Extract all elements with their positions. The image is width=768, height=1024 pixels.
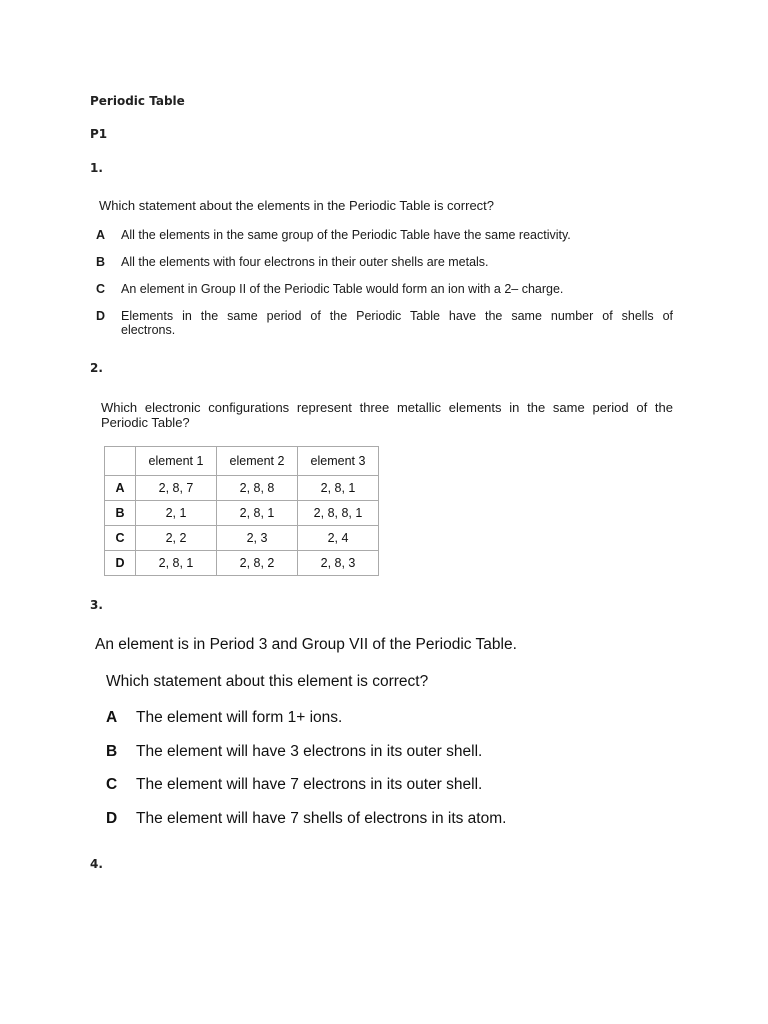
option-letter: B (96, 255, 106, 269)
paper-code: P1 (90, 127, 108, 141)
option-letter: B (106, 743, 118, 760)
configuration-table (104, 446, 379, 576)
table-row (105, 501, 379, 526)
row-label: D (105, 551, 136, 576)
question-1-option-b (96, 255, 686, 269)
table-cell: 2, 8, 3 (298, 551, 379, 576)
question-4-number: 4. (90, 857, 103, 871)
question-3-number: 3. (90, 598, 103, 612)
option-letter: A (96, 228, 106, 242)
option-letter: D (96, 309, 106, 323)
column-header: element 1 (136, 447, 217, 476)
question-2-stem-line-2: Periodic Table? (101, 415, 190, 430)
question-1-stem: Which statement about the elements in the Periodic Table is correct? (99, 198, 495, 213)
question-2-stem-line-1: Which electronic configurations represent three metallic elements in the same period of the (101, 400, 673, 415)
option-letter: C (106, 776, 118, 793)
question-1-number: 1. (90, 161, 103, 175)
table-cell: 2, 8, 1 (298, 476, 379, 501)
table-header-row (105, 447, 379, 476)
table-cell: 2, 8, 8 (217, 476, 298, 501)
option-text: An element in Group II of the Periodic Table would form an ion with a 2– charge. (121, 282, 564, 296)
question-1-option-a (96, 228, 686, 242)
table-cell: 2, 2 (136, 526, 217, 551)
question-3-option-a (106, 709, 342, 727)
table-row (105, 476, 379, 501)
table-cell: 2, 1 (136, 501, 217, 526)
question-3-intro: An element is in Period 3 and Group VII of the Periodic Table. (95, 636, 517, 653)
table-cell: 2, 4 (298, 526, 379, 551)
option-text: The element will form 1+ ions. (136, 709, 343, 726)
option-letter: A (106, 709, 118, 726)
row-label: C (105, 526, 136, 551)
question-2-stem (101, 400, 673, 430)
question-3-option-c (106, 776, 482, 794)
option-text-line-2: electrons. (121, 323, 176, 337)
question-1-option-d (96, 309, 673, 337)
table-cell: 2, 8, 1 (217, 501, 298, 526)
table-cell: 2, 8, 8, 1 (298, 501, 379, 526)
option-letter: D (106, 810, 118, 827)
table-row (105, 551, 379, 576)
question-1-option-c (96, 282, 686, 296)
option-text: The element will have 7 electrons in its outer shell. (136, 776, 483, 793)
question-2-number: 2. (90, 361, 103, 375)
table-row (105, 526, 379, 551)
table-cell: 2, 8, 7 (136, 476, 217, 501)
column-header: element 2 (217, 447, 298, 476)
option-text: The element will have 7 shells of electrons in its atom. (136, 810, 507, 827)
option-text: All the elements in the same group of the Periodic Table have the same reactivity. (121, 228, 571, 242)
question-3-stem: Which statement about this element is correct? (106, 673, 429, 690)
page-title: Periodic Table (90, 94, 185, 108)
option-text-line-1: Elements in the same period of the Periodic Table have the same number of shells of (121, 309, 673, 323)
table-cell: 2, 3 (217, 526, 298, 551)
question-3-option-d (106, 810, 506, 828)
question-3-option-b (106, 743, 482, 761)
row-label: B (105, 501, 136, 526)
column-header: element 3 (298, 447, 379, 476)
option-letter: C (96, 282, 106, 296)
table-cell: 2, 8, 1 (136, 551, 217, 576)
table-cell: 2, 8, 2 (217, 551, 298, 576)
option-text: All the elements with four electrons in their outer shells are metals. (121, 255, 489, 269)
option-text: The element will have 3 electrons in its outer shell. (136, 743, 483, 760)
row-label: A (105, 476, 136, 501)
